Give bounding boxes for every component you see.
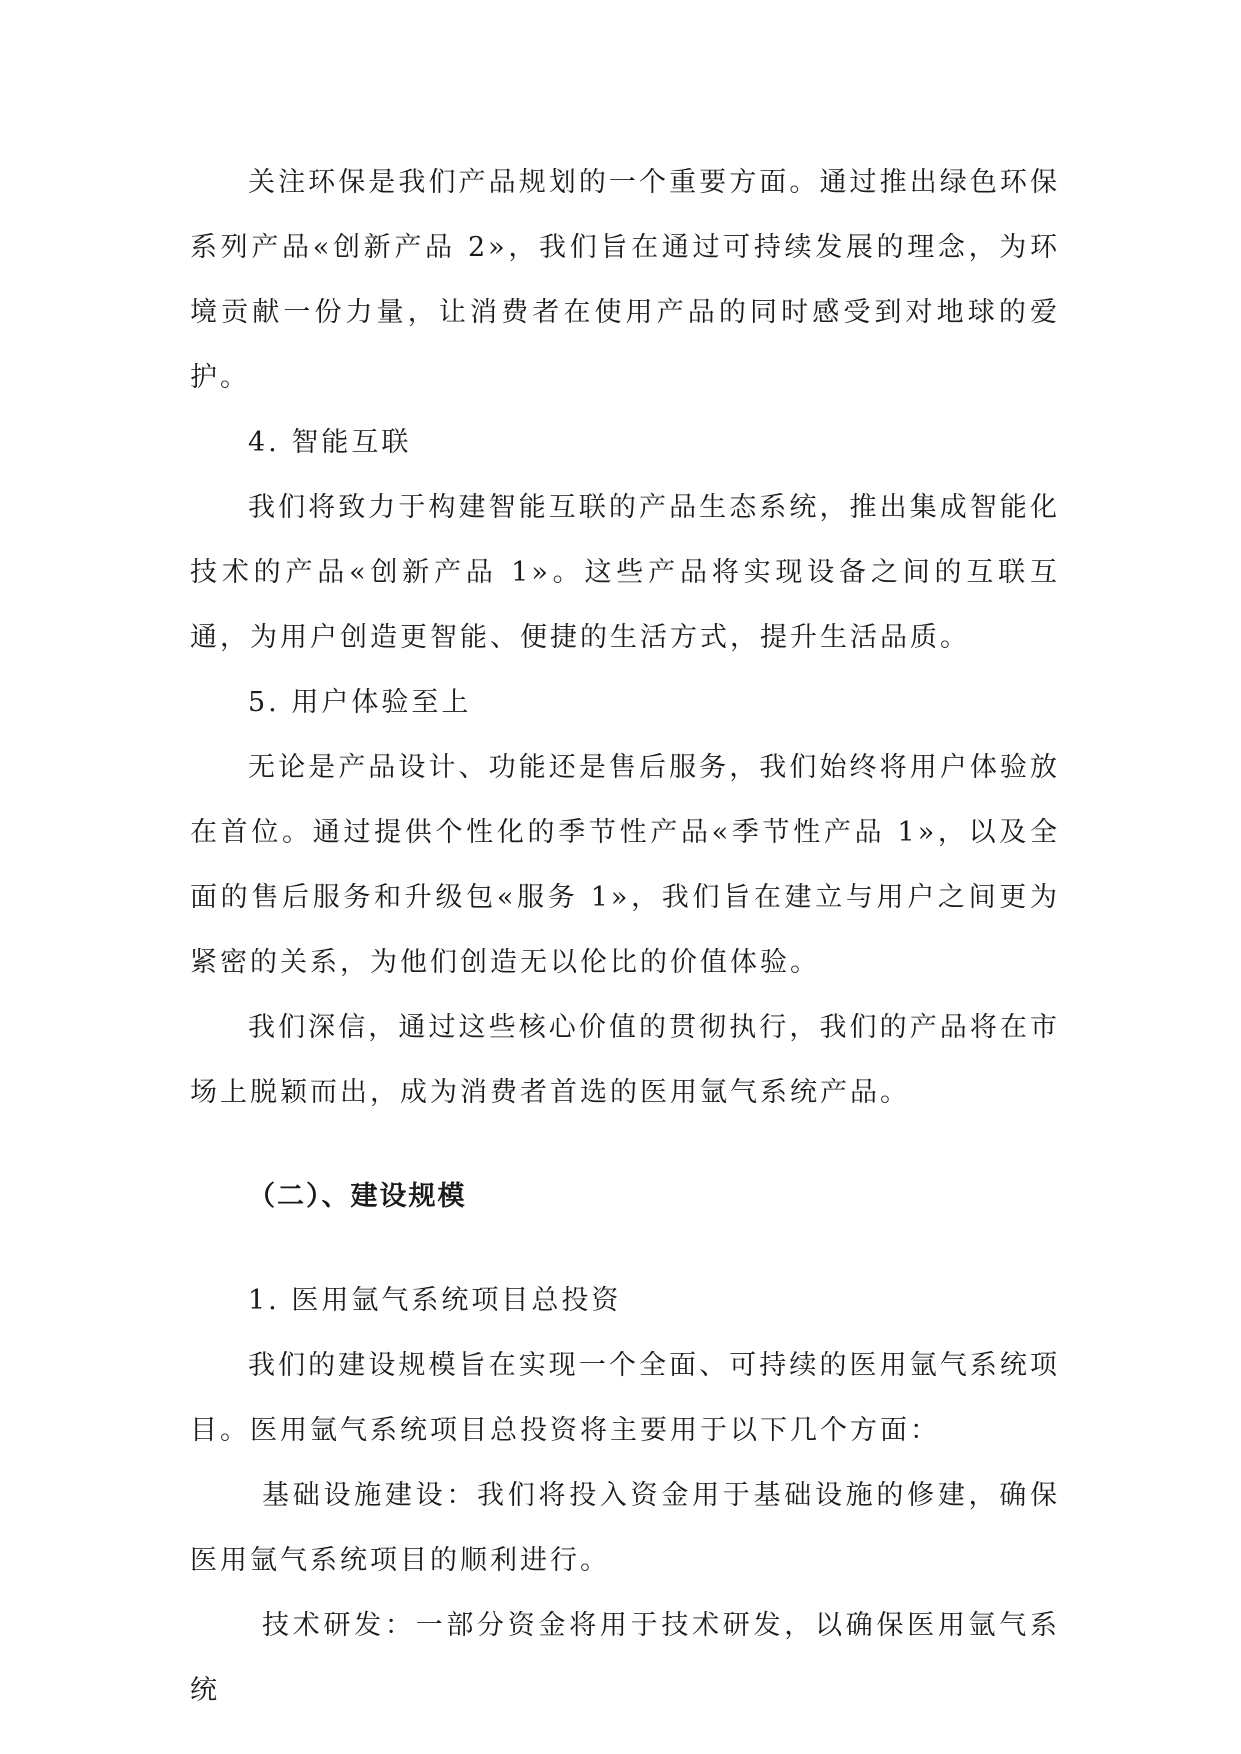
total-investment-heading: 1. 医用氩气系统项目总投资 — [248, 1285, 622, 1316]
belief-paragraph: 我们深信，通过这些核心价值的贯彻执行，我们的产品将在市场上脱颖而出，成为消费者首选的医用氩气系统产品。 — [190, 1012, 1060, 1108]
smart-interconnect-heading: 4. 智能互联 — [248, 427, 412, 458]
infrastructure-paragraph: 基础设施建设：我们将投入资金用于基础设施的修建，确保医用氩气系统项目的顺利进行。 — [190, 1480, 1060, 1576]
smart-interconnect-paragraph: 我们将致力于构建智能互联的产品生态系统，推出集成智能化技术的产品«创新产品 1»。这些产品将实现设备之间的互联互通，为用户创造更智能、便捷的生活方式，提升生活品质。 — [190, 492, 1060, 653]
section-title-construction-scale: （二）、建设规模 — [248, 1181, 467, 1212]
document-body — [190, 150, 1060, 1723]
user-experience-heading: 5. 用户体验至上 — [248, 687, 472, 718]
eco-paragraph: 关注环保是我们产品规划的一个重要方面。通过推出绿色环保系列产品«创新产品 2»，我们旨在通过可持续发展的理念，为环境贡献一份力量，让消费者在使用产品的同时感受到对地球的爱护。 — [190, 167, 1060, 393]
tech-rd-paragraph: 技术研发：一部分资金将用于技术研发，以确保医用氩气系统 — [190, 1610, 1060, 1706]
investment-intro-paragraph: 我们的建设规模旨在实现一个全面、可持续的医用氩气系统项目。医用氩气系统项目总投资将主要用于以下几个方面： — [190, 1350, 1060, 1446]
user-experience-paragraph: 无论是产品设计、功能还是售后服务，我们始终将用户体验放在首位。通过提供个性化的季节性产品«季节性产品 1»，以及全面的售后服务和升级包«服务 1»，我们旨在建立与用户之间更为紧密的关系，为他们创造无以伦比的价值体验。 — [190, 752, 1060, 978]
